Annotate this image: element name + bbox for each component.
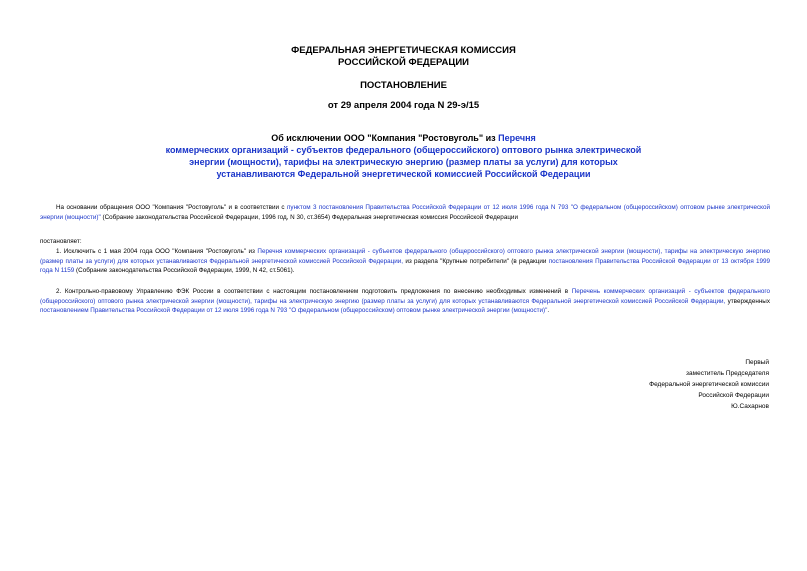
header-org-line1: ФЕДЕРАЛЬНАЯ ЭНЕРГЕТИЧЕСКАЯ КОМИССИЯ	[291, 45, 516, 56]
header-doc-type: ПОСТАНОВЛЕНИЕ	[360, 80, 447, 91]
intro-link-decree-793[interactable]: пунктом 3 постановления Правительства Российской Федерации от 12 июля 1996 года N 793 "О федеральном (общероссийском) оптовом рынке электрической энергии (мощности)"	[40, 204, 770, 221]
header-org-line2: РОССИЙСКОЙ ФЕДЕРАЦИИ	[337, 57, 469, 68]
item2-text-3: .	[547, 307, 550, 314]
item2-text-2: утвержденных	[725, 297, 770, 305]
item-2-paragraph	[40, 287, 770, 316]
header-doc-date: от 29 апреля 2004 года N 29-э/15	[327, 100, 480, 111]
item2-text-1: 2. Контрольно-правовому Управлению ФЭК России в соответствии с настоящим постановлением подготовить предложения по внесению необходимых изменений в	[56, 288, 572, 295]
decides-label: постановляет:	[40, 238, 82, 245]
intro-paragraph	[40, 203, 770, 222]
item1-text-2: из раздела "Крупные потребители" (в редакции	[403, 257, 549, 265]
title-link-organizations[interactable]: коммерческих организаций - субъектов федерального (общероссийского) оптового рынка электрической энергии (мощности), тарифы на электрическую энергию (размер платы за услуги) для которых устанавливаются Федеральной энергетической комиссией Российской Федерации	[165, 145, 642, 179]
signature-line1: Первый	[745, 359, 769, 366]
signature-line4: Российской Федерации	[698, 392, 769, 399]
item2-link-perechen[interactable]: Перечень коммерческих организаций - субъектов федерального (общероссийского) оптового рынка электрической энергии (мощности), тарифы на электрическую энергию (размер платы за услуги) для которых устанавливаются Федеральной энергетической комиссией Российской Федерации,	[40, 288, 771, 305]
item1-link-perechen[interactable]: Перечня коммерческих организаций - субъектов федерального (общероссийского) оптового рынка электрической энергии (мощности), тарифы на электрическую энергию (размер платы за услуги) для которых устанавливаются Федеральной энергетической комиссией Российской Федерации,	[40, 248, 770, 265]
item-1-paragraph	[40, 247, 770, 276]
document-title	[150, 132, 657, 180]
title-text: Об исключении ООО "Компания "Ростовуголь" из	[271, 133, 499, 143]
item1-text-3: (Собрание законодательства Российской Федерации, 1999, N 42, ст.5061).	[74, 267, 295, 274]
item1-text-1: 1. Исключить с 1 мая 2004 года ООО "Компания "Ростовуголь" из	[56, 248, 258, 255]
item2-link-decree-793[interactable]: постановлением Правительства Российской Федерации от 12 июля 1996 года N 793 "О федеральном (общероссийском) оптовом рынке электрической энергии (мощности)"	[40, 307, 548, 314]
intro-text-2: (Собрание законодательства Российской Федерации, 1996 год, N 30, ст.3654) Федеральная энергетическая комиссия Российской Федерации	[100, 213, 518, 221]
item1-link-decree-1159[interactable]: постановления Правительства Российской Федерации от 13 октября 1999 года N 1159	[40, 257, 770, 274]
signature-name: Ю.Сахарнов	[731, 403, 769, 410]
signature-line2: заместитель Председателя	[686, 370, 769, 377]
title-link-perechnya[interactable]: Перечня	[498, 133, 536, 143]
intro-text-1: На основании обращения ООО "Компания "Ростовуголь" и в соответствии с	[56, 204, 288, 211]
signature-line3: Федеральной энергетической комиссии	[649, 381, 769, 388]
